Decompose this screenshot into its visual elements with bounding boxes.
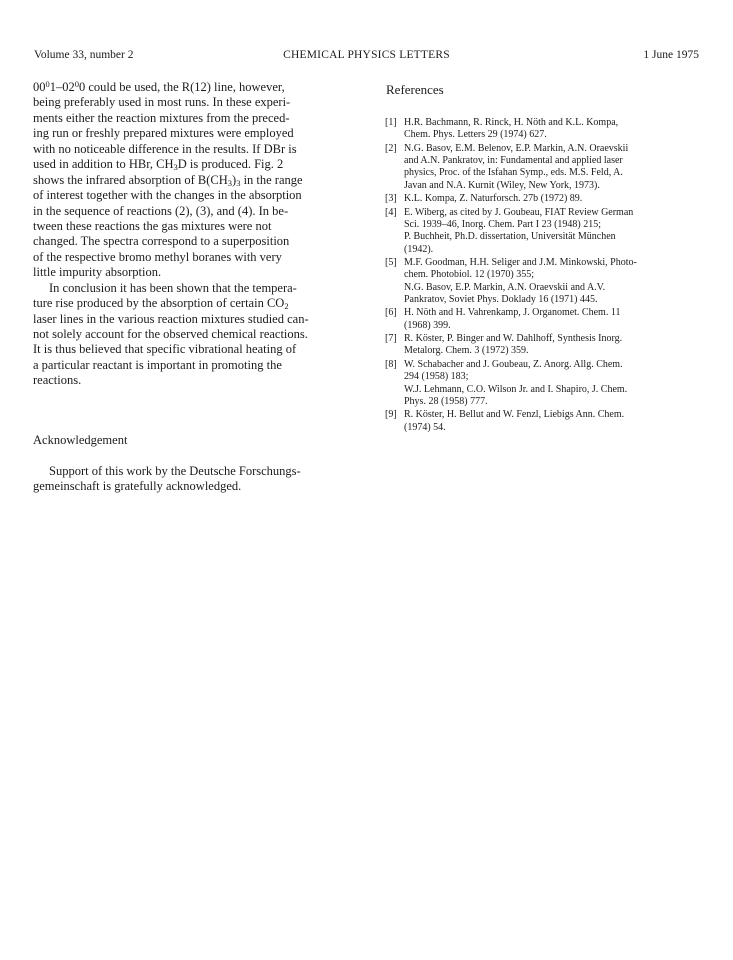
reference-line: Javan and N.A. Kurnit (Wiley, New York, 1973). xyxy=(404,179,600,191)
body-line xyxy=(33,219,355,234)
acknowledgement-line: gemeinschaft is gratefully acknowledged. xyxy=(33,479,242,494)
reference-line: and A.N. Pankratov, in: Fundamental and applied laser xyxy=(404,155,623,167)
text-run: little impurity absorption. xyxy=(33,265,162,280)
reference-line: E. Wiberg, as cited by J. Goubeau, FIAT Review German xyxy=(404,206,634,218)
reference-item xyxy=(385,143,705,192)
superscript: 0 xyxy=(74,79,79,89)
references-list xyxy=(385,117,705,435)
text-run: used in addition to HBr, CH xyxy=(33,157,174,172)
reference-item xyxy=(385,257,705,306)
body-line xyxy=(33,281,355,296)
text-run: shows the infrared absorption of B(CH xyxy=(33,172,228,187)
body-line xyxy=(33,250,355,265)
acknowledgement-line: Support of this work by the Deutsche Forschungs- xyxy=(49,464,301,478)
text-run: 00 xyxy=(33,80,46,94)
reference-item xyxy=(385,333,705,358)
body-line xyxy=(33,358,355,373)
text-run: ing run or freshly prepared mixtures were employed xyxy=(33,126,294,141)
reference-number: [2] xyxy=(385,142,397,154)
text-run: with no noticeable difference in the results. If DBr is xyxy=(33,141,297,156)
text-run: D is produced. Fig. 2 xyxy=(177,157,284,172)
text-run: a particular reactant is important in promoting the xyxy=(33,357,282,372)
body-line xyxy=(33,80,355,95)
body-text xyxy=(33,80,355,389)
reference-line: (1974) 54. xyxy=(404,421,446,433)
reference-item xyxy=(385,359,705,408)
text-run: changed. The spectra correspond to a superposition xyxy=(33,234,290,249)
reference-item xyxy=(385,207,705,256)
text-run: ture rise produced by the absorption of certain CO xyxy=(33,296,285,311)
acknowledgement-heading: Acknowledgement xyxy=(33,433,128,447)
references-heading: References xyxy=(386,82,444,97)
reference-line: W.J. Lehmann, C.O. Wilson Jr. and I. Shapiro, J. Chem. xyxy=(404,383,628,395)
reference-line: H.R. Bachmann, R. Rinck, H. Nöth and K.L. Kompa, xyxy=(404,117,619,128)
reference-line: physics, Proc. of the Isfahan Symp., eds. M.S. Feld, A. xyxy=(404,167,623,179)
text-run: laser lines in the various reaction mixtures studied can- xyxy=(33,311,309,326)
reference-line: N.G. Basov, E.M. Belenov, E.P. Markin, A.N. Oraevskii xyxy=(404,142,629,154)
reference-line: R. Köster, P. Binger and W. Dahlhoff, Synthesis Inorg. xyxy=(404,333,623,345)
reference-item xyxy=(385,409,705,434)
text-run: in the sequence of reactions (2), (3), and (4). In be- xyxy=(33,203,289,218)
text-run: being preferably used in most runs. In these experi- xyxy=(33,95,291,110)
reference-line: R. Köster, H. Bellut and W. Fenzl, Liebigs Ann. Chem. xyxy=(404,409,625,421)
text-run: In conclusion it has been shown that the tempera- xyxy=(49,280,297,295)
reference-item xyxy=(385,117,705,142)
body-line xyxy=(33,296,355,311)
reference-number: [6] xyxy=(385,307,397,319)
text-run: of the respective bromo methyl boranes with very xyxy=(33,249,282,264)
subscript: 3 xyxy=(236,177,241,188)
reference-line: Metalorg. Chem. 3 (1972) 359. xyxy=(404,345,529,357)
journal-volume: Volume 33, number 2 xyxy=(34,49,134,61)
issue-date: 1 June 1975 xyxy=(643,49,699,61)
reference-line: M.F. Goodman, H.H. Seliger and J.M. Minkowski, Photo- xyxy=(404,257,637,269)
reference-number: [3] xyxy=(385,193,397,205)
reference-line: P. Buchheit, Ph.D. dissertation, Universität München xyxy=(404,231,616,243)
text-run: 0 could be used, the R(12) line, however, xyxy=(79,80,285,94)
body-line xyxy=(33,373,355,388)
text-run: It is thus believed that specific vibrational heating of xyxy=(33,342,297,357)
reference-line: W. Schabacher and J. Goubeau, Z. Anorg. Allg. Chem. xyxy=(404,358,623,370)
reference-line: chem. Photobiol. 12 (1970) 355; xyxy=(404,269,534,281)
body-line xyxy=(33,327,355,342)
body-line xyxy=(33,157,355,172)
reference-line: (1968) 399. xyxy=(404,319,451,331)
text-run: ments either the reaction mixtures from the preced- xyxy=(33,110,290,125)
reference-number: [7] xyxy=(385,333,397,345)
reference-line: N.G. Basov, E.P. Markin, A.N. Oraevskii and A.V. xyxy=(404,281,606,293)
text-run: tween these reactions the gas mixtures were not xyxy=(33,218,272,233)
reference-item xyxy=(385,193,705,205)
body-line xyxy=(33,204,355,219)
acknowledgement-text xyxy=(33,464,355,495)
reference-line: H. Nöth and H. Vahrenkamp, J. Organomet. Chem. 11 xyxy=(404,307,621,319)
reference-number: [8] xyxy=(385,358,397,370)
reference-number: [4] xyxy=(385,206,397,218)
page-header xyxy=(34,49,699,65)
reference-line: Sci. 1939–46, Inorg. Chem. Part I 23 (1948) 215; xyxy=(404,218,602,230)
text-run: not solely account for the observed chemical reactions. xyxy=(33,327,308,341)
body-line xyxy=(33,95,355,110)
text-run: 1–02 xyxy=(49,80,75,94)
body-line xyxy=(33,142,355,157)
reference-line: K.L. Kompa, Z. Naturforsch. 27b (1972) 89. xyxy=(404,193,583,205)
superscript: 0 xyxy=(45,79,50,89)
journal-title: CHEMICAL PHYSICS LETTERS xyxy=(283,49,450,61)
text-run: in the range xyxy=(240,172,303,187)
subscript: 3 xyxy=(227,177,233,188)
reference-line: Chem. Phys. Letters 29 (1974) 627. xyxy=(404,129,547,141)
body-line xyxy=(33,173,355,188)
reference-number: [5] xyxy=(385,257,397,269)
text-run: reactions. xyxy=(33,373,82,388)
body-line xyxy=(33,126,355,141)
reference-line: Pankratov, Soviet Phys. Doklady 16 (1971) 445. xyxy=(404,293,598,305)
reference-number: [9] xyxy=(385,409,397,421)
subscript: 2 xyxy=(284,301,289,312)
subscript: 3 xyxy=(173,162,178,173)
reference-line: 294 (1958) 183; xyxy=(404,371,469,383)
reference-number: [1] xyxy=(385,117,397,128)
body-line xyxy=(33,234,355,249)
reference-line: Phys. 28 (1958) 777. xyxy=(404,395,488,407)
text-run: of interest together with the changes in the absorption xyxy=(33,188,302,203)
body-line xyxy=(33,342,355,357)
reference-item xyxy=(385,307,705,332)
body-line xyxy=(33,111,355,126)
text-run: ) xyxy=(232,172,237,187)
reference-line: (1942). xyxy=(404,243,434,255)
body-line xyxy=(33,312,355,327)
body-line xyxy=(33,265,355,280)
body-line xyxy=(33,188,355,203)
